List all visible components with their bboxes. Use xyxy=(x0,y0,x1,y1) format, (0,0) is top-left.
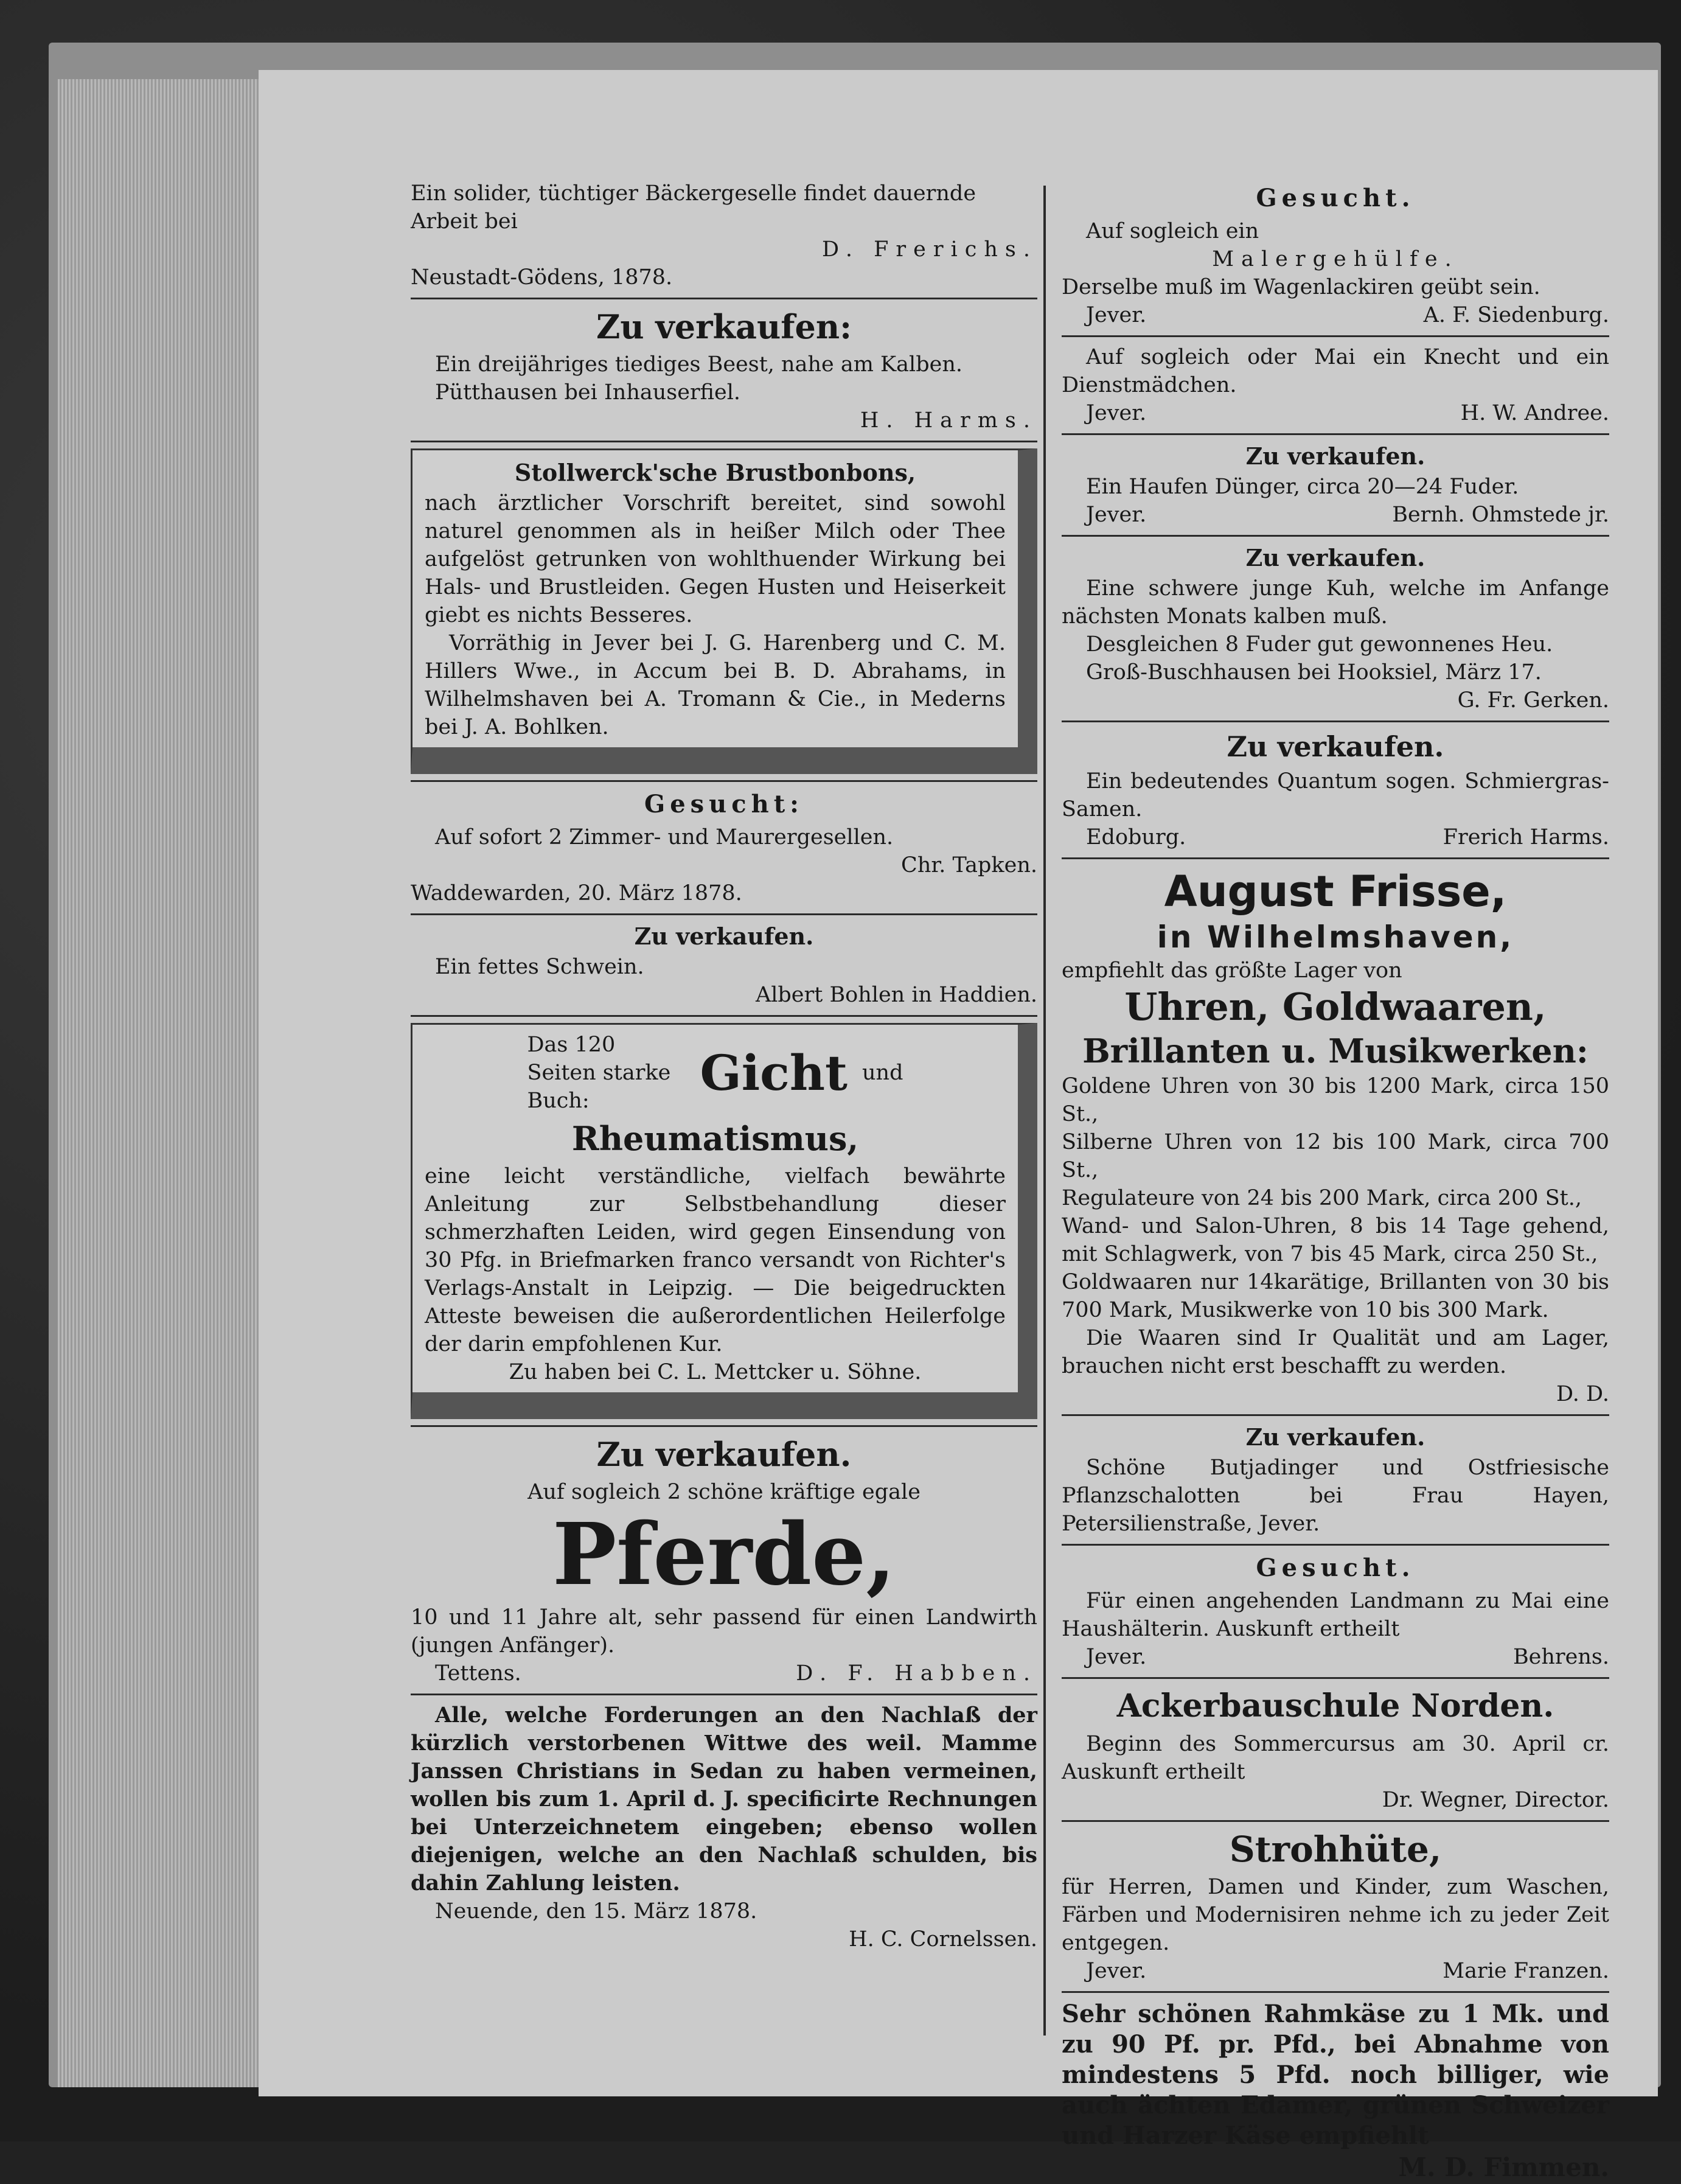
divider xyxy=(411,780,1037,782)
divider xyxy=(1062,1677,1609,1679)
ad-signature: H. C. Cornelssen. xyxy=(849,1927,1037,1952)
ad-footer-row xyxy=(1062,1957,1609,1985)
ad-text: Derselbe muß im Wagenlackiren geübt sein. xyxy=(1062,275,1540,299)
ad-text: Die Waaren sind Ir Qualität und am Lager, brauchen nicht erst beschafft zu werden. xyxy=(1062,1326,1609,1378)
ad-schwein xyxy=(411,921,1037,1009)
ad-signature: D. Frerichs. xyxy=(822,237,1037,262)
newspaper-page xyxy=(259,70,1658,2182)
ad-signature: G. Fr. Gerken. xyxy=(1457,688,1609,713)
ad-heading: Gesucht. xyxy=(1256,184,1415,212)
ad-heading: Zu verkaufen. xyxy=(1245,544,1425,571)
left-column xyxy=(411,180,1037,1953)
ad-text: Alle, welche Forderungen an den Nachlaß der kürzlich verstorbenen Wittwe des weil. Mamme Janssen Christians in Sedan zu haben vermeinen, wollen bis zum 1. April d. J. specificirte Rechnungen bei Unterzeichnetem eingeben; ebenso wollen diejenigen, welche an den Nachlaß schulden, bis dahin Zahlung leisten. xyxy=(411,1703,1037,1896)
ad-footer-row xyxy=(1062,823,1609,851)
divider xyxy=(1062,1991,1609,1993)
ad-signature: Behrens. xyxy=(1512,1645,1609,1669)
ad-text: Für einen angehenden Landmann zu Mai eine Haushälterin. Auskunft ertheilt xyxy=(1062,1589,1609,1641)
ad-big-title: Pferde, xyxy=(552,1505,896,1605)
ad-brustbonbons xyxy=(411,448,1037,774)
ad-heading: Gesucht: xyxy=(644,790,804,818)
ad-price-list xyxy=(1062,1072,1609,1324)
divider xyxy=(411,1694,1037,1695)
ad-signature: H. Harms. xyxy=(860,408,1037,433)
ad-heading: Zu verkaufen. xyxy=(634,923,814,950)
ad-text: Ein dreijähriges tiediges Beest, nahe am Kalben. xyxy=(435,352,963,377)
ad-august-frisse xyxy=(1062,865,1609,1408)
ad-text: und xyxy=(862,1061,903,1085)
ad-signature: M. D. Fimmen. xyxy=(1398,2152,1609,2182)
ad-text: für Herren, Damen und Kinder, zum Waschen, Färben und Modernisiren nehme ich zu jeder Zeit entgegen. xyxy=(1062,1875,1609,1955)
ad-title-row xyxy=(425,1031,1006,1115)
divider xyxy=(411,1425,1037,1427)
ad-signature: Bernh. Ohmstede jr. xyxy=(1392,503,1609,527)
list-item: Goldene Uhren von 30 bis 1200 Mark, circa 150 St., xyxy=(1062,1074,1609,1126)
ad-heading: Zu verkaufen. xyxy=(1245,442,1425,470)
ad-place: Jever. xyxy=(1086,1645,1147,1669)
ad-text: Arbeit bei xyxy=(411,209,518,234)
ad-heading: Stollwerck'sche Brustbonbons, xyxy=(514,459,916,486)
ad-text: Ein solider, tüchtiger Bäckergeselle findet dauernde xyxy=(411,181,976,206)
ad-signature: A. F. Siedenburg. xyxy=(1423,303,1609,327)
ad-strohhuete xyxy=(1062,1828,1609,1985)
ad-heading: Zu verkaufen. xyxy=(1245,1423,1425,1451)
ad-place: Neuende, den 15. März 1878. xyxy=(435,1899,757,1924)
ad-place: Jever. xyxy=(1086,401,1147,425)
ad-text: Vorräthig in Jever bei J. G. Harenberg und C. M. Hillers Wwe., in Accum bei B. D. Abrahams, in Wilhelmshaven bei A. Tromann & Cie., in Mederns bei J. A. Bohlken. xyxy=(425,631,1006,739)
divider xyxy=(1062,857,1609,859)
ad-baecker xyxy=(411,180,1037,291)
ad-knecht xyxy=(1062,343,1609,427)
ad-place: Pütthausen bei Inhauserfiel. xyxy=(435,380,741,405)
ad-schmiergras xyxy=(1062,728,1609,851)
ad-nachlass xyxy=(411,1701,1037,1953)
column-divider xyxy=(1043,186,1046,2036)
ad-text: Ein fettes Schwein. xyxy=(435,955,644,979)
ad-text: Auf sofort 2 Zimmer- und Maurergesellen. xyxy=(435,825,894,850)
ad-haushaelterin xyxy=(1062,1552,1609,1671)
ad-company-name: August Frisse, xyxy=(1164,867,1507,916)
divider xyxy=(411,298,1037,299)
ad-footer-row xyxy=(1062,399,1609,427)
page-edges xyxy=(58,79,260,2087)
ad-signature: D. D. xyxy=(1556,1382,1609,1406)
ad-text: Auf sogleich oder Mai ein Knecht und ein Dienstmädchen. xyxy=(1062,345,1609,397)
ad-title: Rheumatismus, xyxy=(571,1119,859,1158)
ad-text: Auf sogleich ein xyxy=(1086,219,1259,243)
ad-footer: Zu haben bei C. L. Mettcker u. Söhne. xyxy=(509,1360,922,1384)
ad-place: Jever. xyxy=(1086,503,1147,527)
ad-text: Auf sogleich 2 schöne kräftige egale xyxy=(527,1480,921,1504)
ad-place: Jever. xyxy=(1086,1959,1147,1983)
divider xyxy=(1062,1414,1609,1416)
ad-signature: Albert Bohlen in Haddien. xyxy=(755,983,1037,1007)
ad-signature: Frerich Harms. xyxy=(1443,825,1609,850)
ad-footer-row xyxy=(411,1659,1037,1687)
divider xyxy=(1062,335,1609,337)
ad-signature: Dr. Wegner, Director. xyxy=(1382,1788,1609,1812)
ad-footer-row xyxy=(1062,501,1609,529)
ad-title: Gicht xyxy=(700,1044,848,1101)
ad-text: Ein Haufen Dünger, circa 20—24 Fuder. xyxy=(1086,475,1519,499)
ad-text: eine leicht verständliche, vielfach bewährte Anleitung zur Selbstbehandlung dieser schmerzhaften Leiden, wird gegen Einsendung von 30 Pfg. in Briefmarken franco versandt von Richter's Verlags-Anstalt in Leipzig. — Die beigedruckten Atteste beweisen die außerordentlichen Heilerfolge der darin empfohlenen Kur. xyxy=(425,1164,1006,1356)
ad-heading: Zu verkaufen. xyxy=(1227,730,1444,763)
ad-footer-row xyxy=(1062,1643,1609,1671)
ad-ackerbauschule xyxy=(1062,1685,1609,1814)
divider xyxy=(1062,1544,1609,1546)
ad-schalotten xyxy=(1062,1422,1609,1538)
ad-kuh xyxy=(1062,543,1609,714)
ad-big-title: Uhren, Goldwaaren, xyxy=(1124,985,1547,1029)
ad-text: Beginn des Sommercursus am 30. April cr. Auskunft ertheilt xyxy=(1062,1732,1609,1784)
ad-heading: Gesucht. xyxy=(1256,1554,1415,1582)
ad-text: 10 und 11 Jahre alt, sehr passend für einen Landwirth (jungen Anfänger). xyxy=(411,1605,1037,1658)
ad-rahmkaese xyxy=(1062,1999,1609,2184)
ad-gesucht-zimmer xyxy=(411,788,1037,907)
ad-place: Neustadt-Gödens, 1878. xyxy=(411,265,673,290)
divider xyxy=(411,441,1037,442)
divider xyxy=(411,913,1037,915)
ad-beest xyxy=(411,305,1037,434)
ad-heading: Strohhüte, xyxy=(1229,1829,1442,1870)
divider xyxy=(1062,1820,1609,1822)
ad-gicht xyxy=(411,1023,1037,1419)
ad-heading: Zu verkaufen: xyxy=(596,307,852,346)
ad-place: Edoburg. xyxy=(1086,825,1186,850)
ad-text: empfiehlt das größte Lager von xyxy=(1062,958,1402,983)
divider xyxy=(411,1015,1037,1017)
ad-big-title: Brillanten u. Musikwerken: xyxy=(1082,1031,1589,1070)
ad-signature: Chr. Tapken. xyxy=(901,853,1037,877)
ad-signature: D. F. Habben. xyxy=(796,1661,1037,1686)
ad-footer-row xyxy=(1062,301,1609,329)
ad-text: Desgleichen 8 Fuder gut gewonnenes Heu. xyxy=(1086,632,1553,657)
divider xyxy=(1062,720,1609,722)
ad-place: Tettens. xyxy=(435,1661,521,1686)
ad-intro: Das 120 Seiten starke Buch: xyxy=(527,1033,671,1113)
ad-malergehuelfe xyxy=(1062,182,1609,329)
ad-pferde xyxy=(411,1433,1037,1687)
ad-signature: Marie Franzen. xyxy=(1443,1959,1609,1983)
ad-text: nach ärztlicher Vorschrift bereitet, sind sowohl naturel genommen als in heißer Milch oder Thee aufgelöst getrunken von wohlthuender Wirkung bei Hals- und Brustleiden. Gegen Husten und Heiserkeit giebt es nichts Besseres. xyxy=(425,491,1006,627)
list-item: Silberne Uhren von 12 bis 100 Mark, circa 700 St., xyxy=(1062,1130,1609,1182)
right-column xyxy=(1062,180,1609,2184)
ad-company-city: in Wilhelmshaven, xyxy=(1157,919,1514,955)
ad-text: Schöne Butjadinger und Ostfriesische Pflanzschalotten bei Frau Hayen, Petersilienstraße, Jever. xyxy=(1062,1456,1609,1536)
ad-heading: Ackerbauschule Norden. xyxy=(1116,1687,1554,1725)
list-item: Wand- und Salon-Uhren, 8 bis 14 Tage gehend, mit Schlagwerk, von 7 bis 45 Mark, circa 250 St., xyxy=(1062,1214,1609,1266)
ad-text: Malergehülfe. xyxy=(1212,247,1459,271)
ad-place: Jever. xyxy=(1086,303,1147,327)
ad-text: Sehr schönen Rahmkäse zu 1 Mk. und zu 90 Pf. pr. Pfd., bei Abnahme von mindestens 5 Pfd. noch billiger, wie auch ächten Edamer, grünen Schweizer und Harzer Käse empfiehlt xyxy=(1062,2000,1609,2150)
ad-heading: Zu verkaufen. xyxy=(596,1435,852,1474)
ad-place: Groß-Buschhausen bei Hooksiel, März 17. xyxy=(1086,660,1542,685)
list-item: Goldwaaren nur 14karätige, Brillanten von 30 bis 700 Mark, Musikwerke von 10 bis 300 Mark. xyxy=(1062,1270,1609,1322)
ad-text: Ein bedeutendes Quantum sogen. Schmiergras-Samen. xyxy=(1062,769,1609,822)
ad-duenger xyxy=(1062,441,1609,529)
divider xyxy=(1062,535,1609,537)
list-item: Regulateure von 24 bis 200 Mark, circa 200 St., xyxy=(1062,1186,1582,1210)
ad-signature: H. W. Andree. xyxy=(1460,401,1609,425)
ad-place: Waddewarden, 20. März 1878. xyxy=(411,881,742,905)
ad-text: Eine schwere junge Kuh, welche im Anfange nächsten Monats kalben muß. xyxy=(1062,576,1609,629)
divider xyxy=(1062,433,1609,435)
